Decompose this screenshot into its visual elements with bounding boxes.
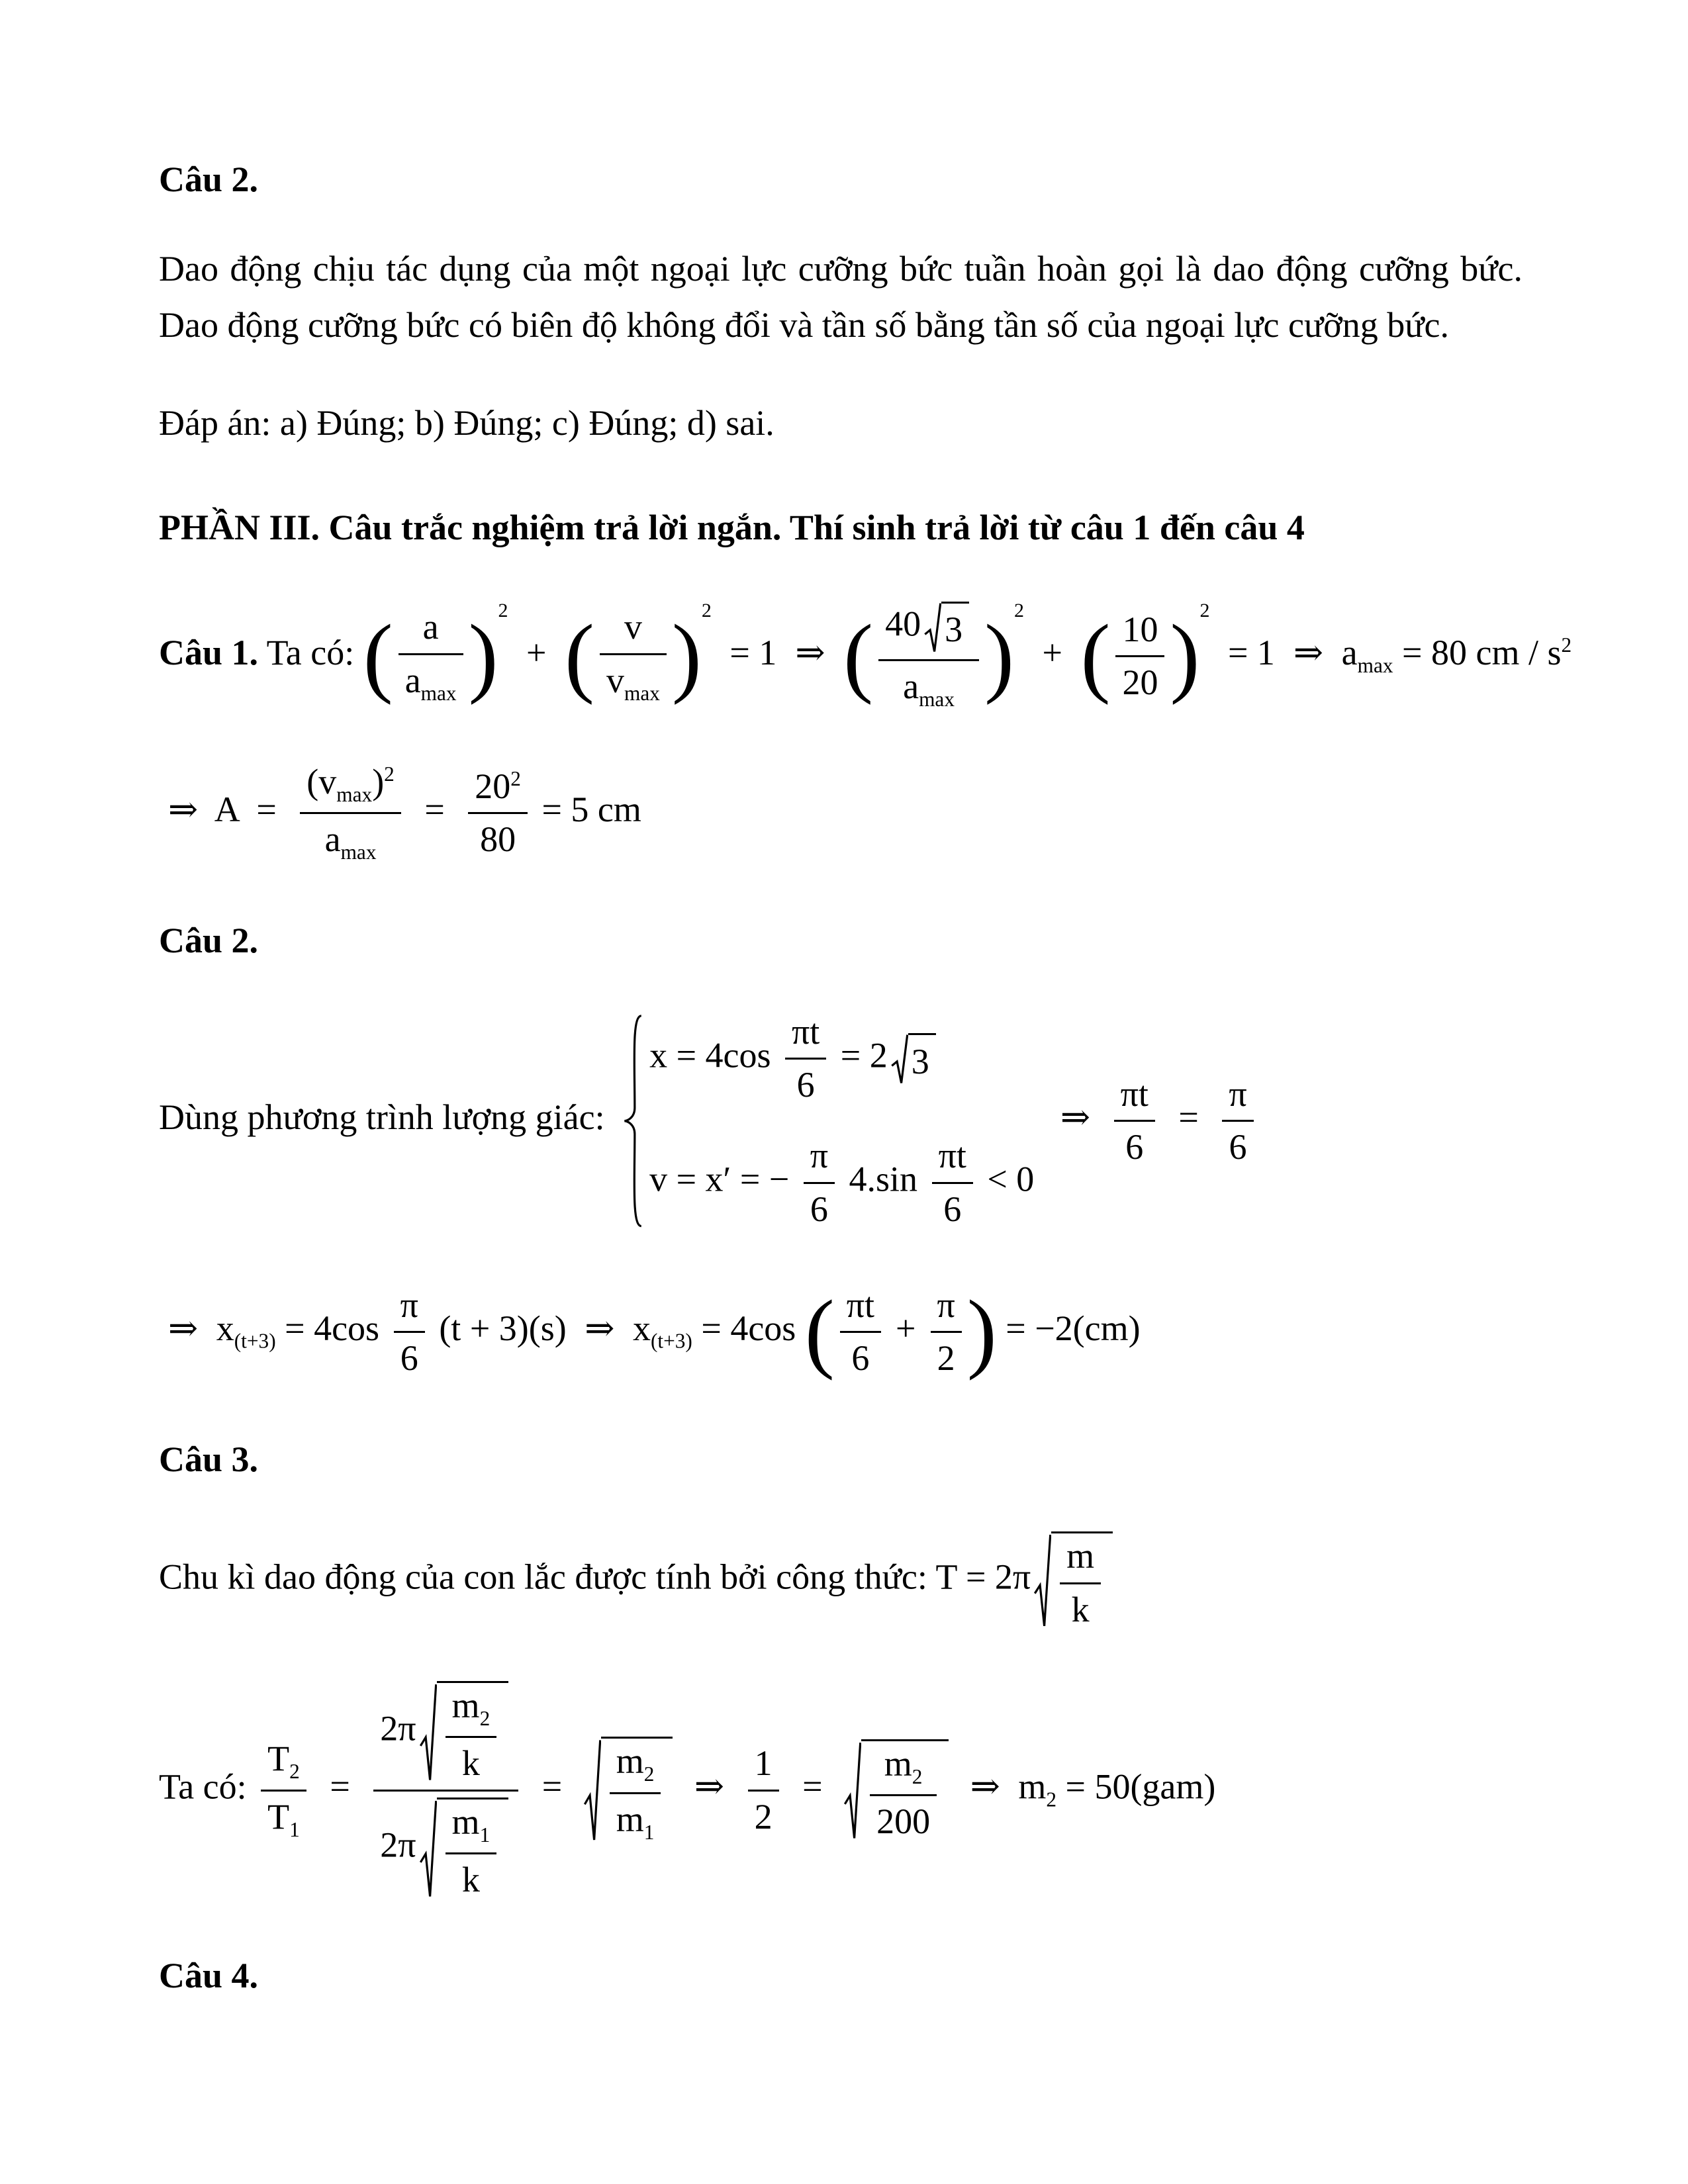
math-token: m	[451, 1685, 480, 1725]
radical-sign	[420, 1681, 437, 1784]
implies-arrow: ⇒	[795, 632, 825, 672]
math-token: m	[616, 1799, 644, 1839]
heading-cau2: Câu 2.	[159, 920, 259, 960]
fraction-pit-6	[932, 1136, 973, 1229]
numerator	[445, 1803, 497, 1852]
left-paren: (	[565, 607, 594, 706]
math-token: x = 4cos	[649, 1034, 771, 1075]
heading-part3: PHẦN III. Câu trắc nghiệm trả lời ngắn. Thí sinh trả lời từ câu 1 đến câu 4	[159, 507, 1305, 547]
numerator: π	[810, 1136, 829, 1176]
fraction-pi-6	[804, 1136, 835, 1229]
denominator	[300, 812, 401, 864]
radical-sign	[1034, 1531, 1051, 1629]
math-token: v	[606, 660, 624, 700]
equals-sign: =	[541, 1766, 563, 1807]
square-root	[420, 1681, 509, 1784]
right-paren: )	[468, 607, 498, 706]
denominator	[399, 653, 463, 705]
denominator: k	[445, 1736, 497, 1783]
fraction-a-amax	[399, 608, 463, 705]
fraction-m2-m1	[610, 1742, 661, 1843]
math-token: 2π	[380, 1708, 416, 1749]
equals-sign: =	[256, 790, 277, 830]
formula-c3-line1	[159, 1531, 1523, 1629]
numerator: a	[422, 607, 439, 647]
fraction-40sqrt3-amax	[878, 602, 979, 711]
numerator: v	[624, 607, 642, 647]
numerator: πt	[938, 1136, 966, 1176]
plus-operator: +	[526, 632, 547, 672]
intro-text: Dùng phương trình lượng giác:	[159, 1097, 605, 1137]
math-token: a	[404, 660, 421, 700]
denominator: 6	[1114, 1120, 1155, 1167]
subscript-max: max	[624, 681, 660, 705]
math-token: T	[267, 1739, 290, 1779]
right-paren: )	[671, 607, 702, 706]
exponent: 2	[701, 599, 712, 621]
radicand	[437, 1681, 509, 1784]
numerator	[870, 1745, 937, 1794]
intro-text: Ta có:	[159, 1766, 247, 1807]
numerator	[445, 1686, 497, 1736]
subscript-1: 1	[289, 1817, 300, 1841]
intro-text: Chu kì dao động của con lắc được tính bởi công thức:	[159, 1557, 927, 1597]
exponent: 2	[1561, 633, 1572, 657]
denominator: k	[1060, 1582, 1101, 1629]
equals-one: = 1	[729, 632, 777, 672]
math-token: a	[903, 666, 919, 706]
numerator	[468, 767, 528, 812]
denominator: 6	[1222, 1120, 1253, 1167]
math-token: a	[1341, 632, 1358, 672]
answer-line: Đáp án: a) Đúng; b) Đúng; c) Đúng; d) sai.	[159, 402, 774, 443]
numerator	[610, 1742, 661, 1792]
right-paren: )	[372, 762, 385, 802]
denominator: 6	[394, 1331, 425, 1378]
subscript-2: 2	[643, 1762, 655, 1786]
numerator: π	[1229, 1073, 1247, 1114]
implies-arrow: ⇒	[970, 1766, 1000, 1807]
square-root	[844, 1739, 949, 1842]
numerator: π	[937, 1285, 955, 1325]
plus-operator: +	[896, 1308, 916, 1349]
radical-sign	[844, 1739, 861, 1842]
right-paren: )	[984, 607, 1015, 706]
formula-c1-line1	[159, 599, 1572, 711]
numerator: πt	[1120, 1073, 1149, 1114]
implies-arrow: ⇒	[168, 1308, 199, 1349]
math-token: = 2	[840, 1034, 888, 1075]
plus-operator: +	[1042, 632, 1062, 672]
heading-cau3: Câu 3.	[159, 1439, 259, 1480]
exponent: 2	[1014, 599, 1025, 621]
fraction-T2-T1	[261, 1739, 306, 1841]
equation-system	[622, 1013, 1034, 1230]
square-root	[584, 1737, 673, 1843]
radicand	[861, 1739, 949, 1842]
subscript-t3: (t+3)	[234, 1329, 276, 1353]
heading-cau4: Câu 4.	[159, 1956, 259, 1996]
subscript-max: max	[336, 782, 373, 806]
radical-sign	[584, 1737, 601, 1843]
system-equations	[649, 1013, 1034, 1230]
fraction-v-vmax	[600, 608, 667, 705]
numerator: 10	[1122, 609, 1158, 649]
numerator: πt	[792, 1011, 820, 1052]
exponent: 2	[510, 767, 521, 790]
denominator	[261, 1790, 306, 1841]
result-text: = 5 cm	[541, 790, 641, 830]
numerator: π	[400, 1285, 418, 1325]
square-root	[924, 602, 969, 653]
fraction-m-k	[1060, 1537, 1101, 1629]
math-token: T	[267, 1796, 290, 1837]
subscript-max: max	[420, 681, 457, 705]
equals-sign: =	[330, 1766, 350, 1807]
radical-sign	[420, 1797, 437, 1900]
denominator: 20	[1115, 655, 1164, 702]
denominator	[610, 1792, 661, 1844]
equals-sign: =	[1178, 1097, 1199, 1137]
paragraph-dao-dong: Dao động chịu tác dụng của một ngoại lực cưỡng bức tuần hoàn gọi là dao động cưỡng bức. Dao động cưỡng bức có biên độ không đổi và tần số bằng tần số của ngoại lực cưỡng bức.	[159, 249, 1523, 345]
denominator: 2	[748, 1790, 779, 1837]
fraction-pi-2	[931, 1286, 962, 1379]
implies-arrow: ⇒	[1293, 632, 1324, 672]
subscript-2: 2	[289, 1760, 300, 1784]
numerator	[300, 762, 401, 812]
formula-c3-line2	[159, 1681, 1523, 1899]
denominator: 200	[870, 1794, 937, 1841]
math-token: x	[216, 1308, 234, 1349]
subscript-max: max	[1357, 653, 1393, 677]
fraction-m1-k	[445, 1803, 497, 1900]
numerator: πt	[846, 1285, 875, 1325]
math-token: 2π	[380, 1825, 416, 1865]
radicand	[437, 1797, 509, 1900]
radicand: 3	[908, 1033, 936, 1085]
equals-sign: =	[802, 1766, 823, 1807]
result-text: = 80 cm / s	[1402, 632, 1562, 672]
right-paren: )	[1170, 607, 1200, 706]
exponent: 2	[498, 599, 508, 621]
fraction-pit-6	[1114, 1075, 1155, 1167]
subscript-2: 2	[912, 1764, 923, 1788]
numerator	[373, 1681, 518, 1790]
radical-sign	[891, 1033, 908, 1085]
equals-sign: =	[424, 790, 445, 830]
formula-c1-line2	[159, 762, 1523, 864]
denominator: 6	[840, 1331, 881, 1378]
equals-one: = 1	[1227, 632, 1275, 672]
fraction-2pisqrt-2pisqrt	[373, 1681, 518, 1899]
left-paren: (	[363, 607, 393, 706]
math-token: v = x′ = −	[649, 1159, 790, 1199]
subscript-max: max	[919, 687, 955, 711]
left-paren: (	[843, 607, 874, 706]
subscript-t3: (t+3)	[650, 1329, 692, 1353]
denominator: 2	[931, 1331, 962, 1378]
math-token: m	[451, 1801, 480, 1842]
math-token: x	[632, 1308, 651, 1349]
numerator: 1	[754, 1743, 773, 1784]
exponent: 2	[384, 762, 395, 786]
denominator: k	[445, 1852, 497, 1899]
subscript-2: 2	[1046, 1788, 1056, 1811]
equation-x	[649, 1013, 1034, 1105]
math-token: 40	[885, 604, 921, 644]
subscript-2: 2	[479, 1706, 491, 1730]
implies-arrow: ⇒	[1060, 1097, 1091, 1137]
denominator: 6	[804, 1182, 835, 1229]
math-token: < 0	[987, 1159, 1035, 1199]
right-paren: )	[966, 1283, 997, 1382]
equation-v	[649, 1136, 1034, 1229]
denominator: 80	[468, 812, 528, 859]
intro-text: Ta có:	[266, 632, 355, 672]
fraction-pi-6	[394, 1286, 425, 1379]
result-text: = 50(gam)	[1065, 1766, 1216, 1807]
numerator	[261, 1739, 306, 1789]
formula-c2-line2	[159, 1281, 1523, 1383]
radical-sign	[924, 602, 941, 653]
math-token: T = 2π	[935, 1557, 1031, 1597]
left-brace	[622, 1013, 644, 1230]
math-token: m	[1018, 1766, 1047, 1807]
fraction-400-80	[468, 767, 528, 860]
implies-arrow: ⇒	[585, 1308, 615, 1349]
exponent: 2	[1199, 599, 1210, 621]
fraction-m2-200	[870, 1745, 937, 1842]
subscript-1: 1	[643, 1820, 655, 1844]
fraction-pit-6	[785, 1013, 826, 1105]
numerator	[878, 602, 979, 659]
fraction-1-2	[748, 1744, 779, 1837]
denominator: 6	[785, 1058, 826, 1105]
math-token: 20	[475, 766, 511, 806]
denominator: 6	[932, 1182, 973, 1229]
fraction-m2-k	[445, 1686, 497, 1784]
result-text: = −2(cm)	[1006, 1308, 1141, 1349]
math-token: m	[616, 1741, 644, 1782]
left-paren: (	[804, 1283, 835, 1382]
fraction-pit-6	[840, 1286, 881, 1379]
radicand	[1051, 1531, 1113, 1629]
implies-arrow: ⇒	[694, 1766, 725, 1807]
fraction-vmax2-amax	[300, 762, 401, 864]
subscript-1: 1	[479, 1823, 491, 1846]
radicand	[601, 1737, 673, 1843]
subscript-max: max	[340, 841, 377, 864]
left-paren: (	[306, 762, 319, 802]
formula-c2-system	[159, 1013, 1523, 1230]
math-token: 4.sin	[849, 1159, 918, 1199]
square-root	[420, 1797, 509, 1900]
math-token: m	[884, 1743, 912, 1784]
left-paren: (	[1080, 607, 1111, 706]
math-token: A	[214, 790, 238, 830]
label-cau1: Câu 1.	[159, 632, 259, 672]
heading-cau2-top: Câu 2.	[159, 159, 259, 199]
math-token: v	[318, 762, 337, 802]
fraction-10-20	[1115, 610, 1164, 703]
square-root	[1034, 1531, 1113, 1629]
math-token: (t + 3)(s)	[439, 1308, 567, 1349]
denominator	[878, 659, 979, 711]
radicand: 3	[941, 602, 969, 653]
math-token: = 4cos	[701, 1308, 796, 1349]
fraction-pi-6	[1222, 1075, 1253, 1167]
denominator	[373, 1790, 518, 1900]
square-root	[891, 1033, 936, 1085]
math-token: a	[324, 819, 341, 860]
math-token: = 4cos	[285, 1308, 380, 1349]
numerator: m	[1066, 1536, 1095, 1576]
denominator	[600, 653, 667, 705]
implies-arrow: ⇒	[168, 790, 199, 830]
